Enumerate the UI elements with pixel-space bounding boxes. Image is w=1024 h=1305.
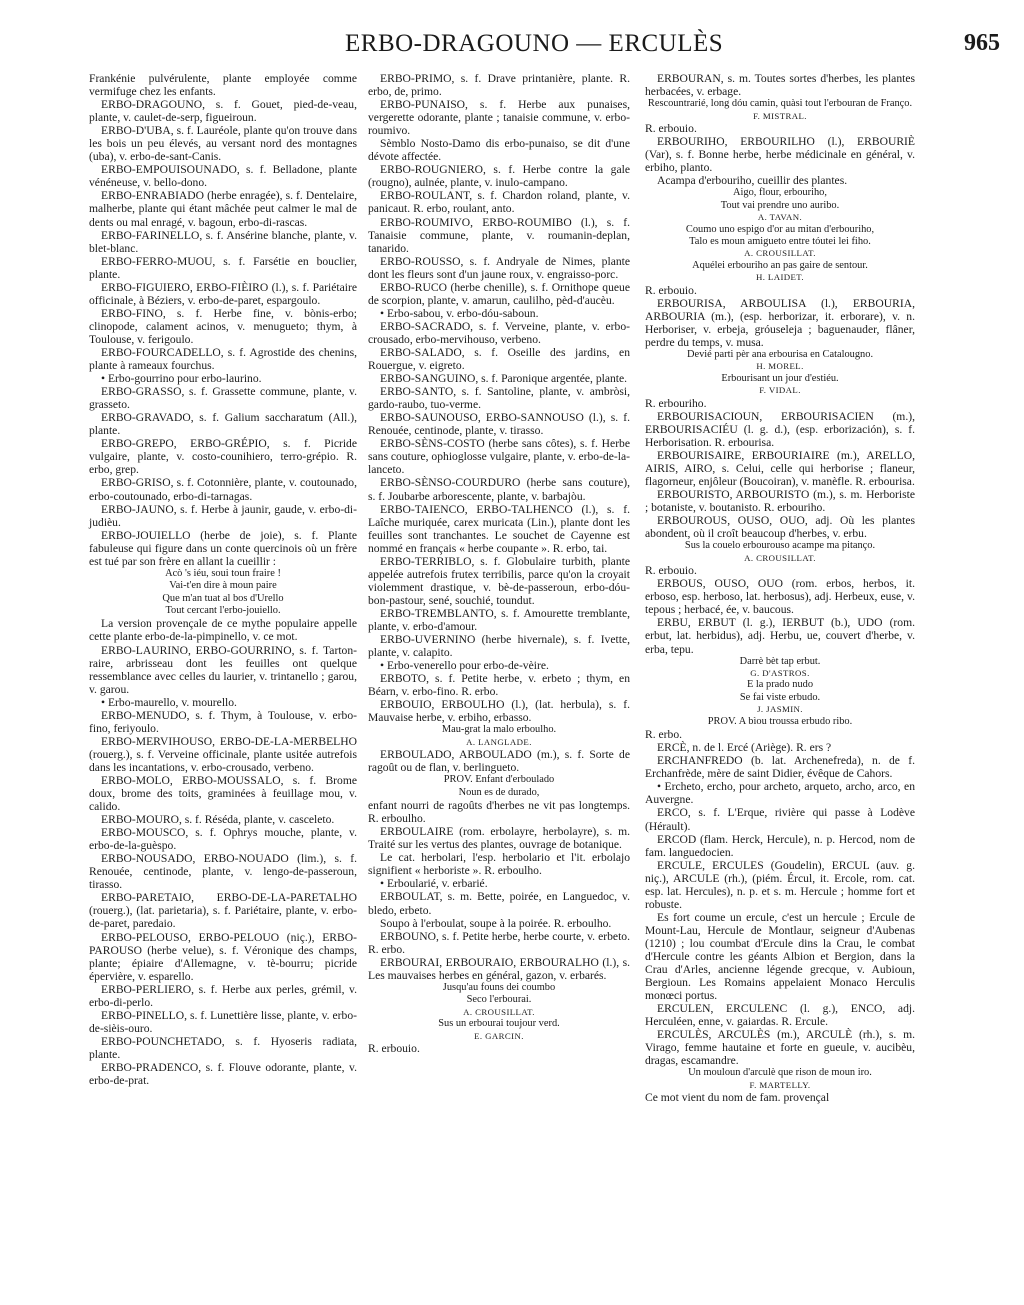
dictionary-entry: ERBO-LAURINO, ERBO-GOURRINO, s. f. Tarton-raire, arbrisseau dont les feuilles ont quelque ressemblance avec celles du laurier, v. trintanello ; garou, v. garou.: [89, 643, 357, 696]
quotation-attribution: A. CROUSILLAT.: [744, 552, 816, 563]
quotation-line: E la prado nudo: [746, 679, 814, 691]
quotation-line: Devié parti pèr ana erbourisa en Catalougno.: [686, 349, 874, 360]
dictionary-entry: ERBOUROUS, OUSO, OUO, adj. Où les plantes abondent, où il croît beaucoup d'herbes, v. erbu.: [645, 514, 915, 541]
column-left: [89, 72, 357, 1087]
dictionary-entry: Ce mot vient du nom de fam. provençal: [645, 1091, 830, 1105]
dictionary-entry: R. erbo.: [645, 728, 683, 742]
dictionary-entry: ERBO-PELOUSO, ERBO-PELOUO (niç.), ERBO-PAROUSO (herbe velue), s. f. Véronique des champs, plante; épiaire d'Allemagne, v. tè-bourru; picride épervière, v. esparello.: [89, 930, 357, 983]
quotation-line: Tout vai prendre uno auribo.: [720, 199, 840, 211]
quotation-attribution: F. MARTELLY.: [749, 1079, 811, 1090]
dictionary-entry: ERBO-FIGUIERO, ERBO-FIÈIRO (l.), s. f. Pariétaire officinale, à Béziers, v. erbo-de-paret, espargoulo.: [89, 280, 357, 307]
dictionary-entry: ERBO-JOUIELLO (herbe de joie), s. f. Plante fabuleuse qui figure dans un conte quercinois où un frère est tué par son frère en allant la cueillir :: [89, 528, 357, 568]
dictionary-entry: ERBO-D'UBA, s. f. Lauréole, plante qu'on trouve dans les bois un peu élevés, au versant nord des montagnes (uba), v. erbo-de-sant-Canis.: [89, 124, 357, 164]
dictionary-entry: ERBO-GREPO, ERBO-GRÉPIO, s. f. Picride vulgaire, plante, v. costo-counihiero, terro-grépio. R. erbo, grep.: [89, 437, 357, 477]
dictionary-entry: ERCULE, ERCULES (Goudelin), ERCUL (auv. g. niç.), ARCULE (rh.), (piém. Ércul, it. Ercole, rom. cat. esp. lat. Hercules), n. p. et s. m. Hercule ; homme fort et robuste.: [645, 858, 915, 911]
dictionary-entry: ERBOUIO, ERBOULHO (l.), (lat. herbula), s. f. Mauvaise herbe, v. erbiho, erbasso.: [368, 698, 630, 725]
quotation-line: Noun es de durado,: [458, 786, 540, 798]
quotation-line: Que m'an tuat al bos d'Urello: [162, 592, 284, 604]
quotation-line: PROV. Enfant d'erboulado: [443, 774, 555, 786]
dictionary-entry: ERBO-JAUNO, s. f. Herbe à jaunir, gaude, v. erbo-di-judièu.: [89, 502, 357, 529]
dictionary-entry: ERBO-SANGUINO, s. f. Paronique argentée, plante.: [380, 372, 628, 386]
dictionary-entry: ERBO-UVERNINO (herbe hivernale), s. f. Ivette, plante, v. calapito.: [368, 633, 630, 660]
dictionary-entry: ERBO-ROUMIVO, ERBO-ROUMIBO (l.), s. f. Tanaisie commune, plante, v. roumanin-deplan, tanarido.: [368, 215, 630, 255]
dictionary-entry: R. erbouio.: [368, 1042, 420, 1056]
dictionary-entry: ERBO-FOURCADELLO, s. f. Agrostide des chenins, plante à rameaux fourchus.: [89, 345, 357, 373]
dictionary-entry: ERBO-TREMBLANTO, s. f. Amourette tremblante, plante, v. erbo-d'amour.: [368, 606, 630, 633]
dictionary-entry: ERCULÈS, ARCULÈS (m.), ARCULÈ (rh.), s. m. Virago, femme hautaine et forte en gueule, v. aucibèu, dragas, escamandre.: [645, 1028, 915, 1068]
dictionary-entry: ERBO-FERRO-MUOU, s. f. Farsétie en bouclier, plante.: [89, 254, 357, 281]
dictionary-entry: • Erbo-venerello pour erbo-de-vèire.: [380, 659, 549, 673]
dictionary-entry: ERBO-PINELLO, s. f. Lunettière lisse, plante, v. erbo-de-sièis-ouro.: [89, 1008, 357, 1035]
quotation-line: Coumo uno espigo d'or au mitan d'erbouriho,: [685, 223, 875, 235]
dictionary-entry: ERBOURISACIOUN, ERBOURISACIEN (m.), ERBOURISACIÉU (l. g. d.), (esp. erborización), s. f. Herborisation. R. erbourisa.: [645, 409, 915, 449]
dictionary-entry: ERCULEN, ERCULENC (l. g.), ENCO, adj. Herculéen, enne, v. gaiardas. R. Ercule.: [645, 1002, 915, 1029]
dictionary-entry: Soupo à l'erboulat, soupe à la poirée. R. erboulho.: [380, 916, 612, 930]
quotation-line: Erbourisant un jour d'estiéu.: [721, 372, 839, 384]
dictionary-entry: Acampa d'erbouriho, cueillir des plantes.: [657, 174, 848, 188]
quotation-line: Tout cercant l'erbo-jouiello.: [165, 605, 281, 616]
quotation-line: Sus la couelo erbourouso acampe ma pitanço.: [684, 540, 876, 552]
dictionary-entry: ERBOURISAIRE, ERBOURIAIRE (m.), ARELLO, AIRIS, AIRO, s. Celui, celle qui herborise ; flaneur, flagorneur, enjôleur (Boucoiran), v. manèfle. R. erbourisa.: [645, 449, 915, 489]
dictionary-entry: ERBOURAN, s. m. Toutes sortes d'herbes, les plantes herbacées, v. erbage.: [645, 72, 915, 99]
quotation-attribution: A. TAVAN.: [757, 212, 803, 223]
dictionary-entry: ERBOURIHO, ERBOURILHO (l.), ERBOURIÈ (Var), s. f. Bonne herbe, herbe médicinale en général, v. erbiho, planto.: [645, 135, 915, 175]
dictionary-entry: ERBO-MOLO, ERBO-MOUSSALO, s. f. Brome doux, brome des toits, graminées à feuillage mou, v. calido.: [89, 773, 357, 814]
dictionary-entry: ERBO-GRASSO, s. f. Grassette commune, plante, v. grasseto.: [89, 385, 357, 412]
quotation-line: Vai-t'en dire à moun paire: [169, 580, 277, 592]
dictionary-entry: Sèmblo Nosto-Damo dis erbo-punaiso, se dit d'une dévote affectée.: [368, 137, 630, 164]
dictionary-entry: ERBOURAI, ERBOURAIO, ERBOURALHO (l.), s. Les mauvaises herbes en général, gazon, v. erbarés.: [368, 955, 630, 982]
quotation-line: PROV. A bìou troussa erbudo ribo.: [707, 715, 853, 727]
dictionary-entry: ERBO-ENRABIADO (herbe enragée), s. f. Dentelaire, malherbe, plante qui étant mâchée peut calmer le mal de dents ou mal enragé, v. bagoun, erbo-di-rascas.: [89, 189, 357, 229]
dictionary-entry: ERBO-SALADO, s. f. Oseille des jardins, en Rouergue, v. eigreto.: [368, 345, 630, 373]
dictionary-entry: La version provençale de ce mythe populaire appelle cette plante erbo-de-la-pimpinello, v. ce mot.: [89, 617, 357, 644]
quotation-line: Rescountrarié, long dóu camin, quàsi tout l'erbouran de Franço.: [647, 98, 913, 110]
dictionary-entry: Frankénie pulvérulente, plante employée comme vermifuge chez les enfants.: [89, 72, 357, 99]
dictionary-entry: ERBO-SACRADO, s. f. Verveine, plante, v. erbo-crousado, erbo-mervihouso, verbeno.: [368, 319, 630, 346]
dictionary-entry: ERBO-FINO, s. f. Herbe fine, v. bònis-erbo; clinopode, calament acinos, v. menugueto; thym, à Toulouse, v. ferigoulo.: [89, 306, 357, 346]
dictionary-entry: Le cat. herbolari, l'esp. herbolario et l'it. erbolajo signifient « herboriste ». R. erboulho.: [368, 851, 630, 878]
dictionary-entry: ERBO-PUNAISO, s. f. Herbe aux punaises, vergerette odorante, plante ; tanaisie commune, v. erbo-roumivo.: [368, 98, 630, 138]
quotation-line: Mau-grat la malo erboulho.: [441, 724, 557, 736]
dictionary-entry: ERBO-GRISO, s. f. Cotonnière, plante, v. coutounado, erbo-coutounado, erbo-di-tarnagas.: [89, 476, 357, 503]
dictionary-entry: ERBO-ROUGNIERO, s. f. Herbe contre la gale (rougno), aulnée, plante, v. inulo-campano.: [368, 163, 630, 190]
dictionary-entry: ERBOULAIRE (rom. erbolayre, herbolayre), s. m. Traité sur les vertus des plantes, ouvrage de botanique.: [368, 825, 630, 852]
dictionary-entry: ERBO-PERLIERO, s. f. Herbe aux perles, grémil, v. erbo-di-perlo.: [89, 982, 357, 1009]
dictionary-entry: Es fort coume un ercule, c'est un hercule ; Ercule de Mount-Lau, Hercule de Montlaur, seigneur d'Aubenas (1210) ; lou coumbat d'Ercule dins la Crau, le combat d'Hercule contre les géants Albion et Bergion, dans la Crau d'Arles, ancienne légende grecque, v. Aubioun, Bergioun. Les Romains appelaient Monaco Herculis monœci portus.: [645, 910, 915, 1003]
dictionary-entry: ERBO-SÈNS-COSTO (herbe sans côtes), s. f. Herbe sans couture, ophioglosse vulgaire, plante, v. erbo-de-la-lanceto.: [368, 437, 630, 477]
dictionary-entry: ERCOD (flam. Herck, Hercule), n. p. Hercod, nom de fam. languedocien.: [645, 832, 915, 859]
dictionary-entry: ERBOURISTO, ARBOURISTO (m.), s. m. Herboriste ; botaniste, v. boutanisto. R. erbouriho.: [645, 488, 915, 515]
dictionary-entry: ERBOURISA, ARBOULISA (l.), ERBOURIA, ARBOURIA (m.), (esp. herborizar, it. erborare), v. n. Herboriser, v. erbeja, gróuseleja ; baguenauder, flâner, perdre du temps, v. musa.: [645, 296, 915, 349]
dictionary-entry: ERBO-MENUDO, s. f. Thym, à Toulouse, v. erbo-fino, feriyoulo.: [89, 708, 357, 735]
dictionary-entry: ERBO-NOUSADO, ERBO-NOUADO (lim.), s. f. Renouée, centinode, plante, v. lengo-de-passeroun, tirasso.: [89, 852, 357, 892]
dictionary-entry: • Erbo-sabou, v. erbo-dóu-saboun.: [380, 306, 539, 320]
quotation-attribution: J. JASMIN.: [757, 704, 803, 715]
dictionary-entry: R. erbouio.: [645, 283, 697, 297]
running-title: ERBO-DRAGOUNO — ERCULÈS: [345, 30, 724, 57]
quotation-line: Aquélei erbouriho an pas gaire de sentour.: [692, 259, 868, 271]
dictionary-entry: ERBO-RUCO (herbe chenille), s. f. Ornithope queue de scorpion, plante, v. amarun, caulilho, pèd-d'aucèu.: [368, 280, 630, 307]
dictionary-entry: ERBO-DRAGOUNO, s. f. Gouet, pied-de-veau, plante, v. caulet-de-serp, figueiroun.: [89, 98, 357, 125]
dictionary-entry: ERBOULAT, s. m. Bette, poirée, en Languedoc, v. bledo, erbeto.: [368, 890, 630, 917]
page-number: 965: [964, 30, 1000, 56]
quotation-attribution: H. LAIDET.: [755, 272, 805, 283]
dictionary-entry: ERBOUS, OUSO, OUO (rom. erbos, herbos, it. erboso, esp. herboso, lat. herbosus), adj. Herbeux, euse, v. tepous ; herbacé, ée, v. baucous.: [645, 577, 915, 617]
dictionary-entry: ERBO-EMPOUISOUNADO, s. f. Belladone, plante vénéneuse, v. bello-dono.: [89, 163, 357, 190]
quotation-attribution: F. VIDAL.: [759, 385, 801, 396]
quotation-line: Se fai viste erbudo.: [739, 691, 821, 703]
dictionary-entry: ERBO-ROUSSO, s. f. Andryale de Nimes, plante dont les fleurs sont d'un jaune roux, v. engraisso-porc.: [368, 254, 630, 281]
quotation-line: Aigo, flour, erbouriho,: [733, 187, 827, 199]
dictionary-entry: ERBOTO, s. f. Petite herbe, v. erbeto ; thym, en Béarn, v. erbo-fino. R. erbo.: [368, 672, 630, 699]
dictionary-entry: ERBO-MOURO, s. f. Réséda, plante, v. casceleto.: [101, 813, 335, 827]
dictionary-entry: ERBU, ERBUT (l. g.), IERBUT (b.), UDO (rom. erbut, lat. herbidus), adj. Herbu, ue, couvert d'herbe, v. erba, tepu.: [645, 616, 915, 656]
quotation-line: Un mouloun d'arculè que rison de moun iro.: [688, 1067, 872, 1079]
dictionary-entry: R. erbouriho.: [645, 396, 707, 410]
dictionary-entry: ERBO-SANTO, s. f. Santoline, plante, v. ambròsi, gardo-raubo, tuo-verme.: [368, 385, 630, 412]
quotation-line: Darrè bèt tap erbut.: [739, 655, 821, 667]
dictionary-entry: ERCHANFREDO (b. lat. Archenefreda), n. de f. Erchanfrède, mère de saint Didier, évêque de Cahors.: [645, 754, 915, 781]
dictionary-entry: ERBO-POUNCHETADO, s. f. Hyoseris radiata, plante.: [89, 1034, 357, 1061]
quotation-line: Talo es moun amigueto entre tóutei lei fiho.: [689, 235, 871, 247]
dictionary-entry: ERBO-SAUNOUSO, ERBO-SANNOUSO (l.), s. f. Renouée, centinode, plante, v. tirasso.: [368, 411, 630, 438]
dictionary-entry: ERCÈ, n. de l. Ercé (Ariège). R. ers ?: [657, 741, 832, 755]
dictionary-entry: enfant nourri de ragoûts d'herbes ne vit pas longtemps. R. erboulho.: [368, 799, 630, 826]
quotation-attribution: A. CROUSILLAT.: [463, 1006, 535, 1017]
quotation-attribution: G. D'ASTROS.: [750, 667, 810, 678]
dictionary-entry: ERBO-MERVIHOUSO, ERBO-DE-LA-MERBELHO (rouerg.), s. f. Verveine officinale, plante usitée autrefois dans les incantations, v. erbo-crousado, verbeno.: [89, 734, 357, 774]
dictionary-entry: • Erbo-maurello, v. mourello.: [101, 695, 237, 709]
quotation-line: Seco l'erbourai.: [466, 994, 532, 1006]
quotation-attribution: F. MISTRAL.: [753, 110, 807, 121]
quotation-attribution: H. MOREL.: [756, 361, 804, 372]
dictionary-entry: R. erbouio.: [645, 564, 697, 578]
dictionary-entry: • Erboularié, v. erbarié.: [380, 877, 488, 891]
dictionary-entry: ERBO-MOUSCO, s. f. Ophrys mouche, plante, v. erbo-de-la-guèspo.: [89, 826, 357, 853]
quotation-attribution: A. CROUSILLAT.: [744, 248, 816, 259]
dictionary-entry: ERBOUNO, s. f. Petite herbe, herbe courte, v. erbeto. R. erbo.: [368, 929, 630, 956]
quotation-line: Sus un erbourai toujour verd.: [438, 1018, 560, 1030]
quotation-line: Acò 's iéu, soui toun fraire !: [165, 567, 281, 579]
quotation-attribution: E. GARCIN.: [474, 1030, 524, 1041]
dictionary-entry: ERBO-PARETAIO, ERBO-DE-LA-PARETALHO (rouerg.), (lat. parietaria), s. f. Pariétaire, plante, v. erbo-de-paret, paredaio.: [89, 891, 357, 931]
page-header: [80, 30, 1000, 64]
quotation-attribution: A. LANGLADE.: [466, 736, 532, 747]
column-middle: [368, 72, 630, 1055]
dictionary-entry: ERCO, s. f. L'Erque, rivière qui passe à Lodève (Hérault).: [645, 806, 915, 833]
dictionary-entry: ERBO-TERRIBLO, s. f. Globulaire turbith, plante appelée autrefois frutex terribilis, parce qu'on la croyait violemment drastique, v. bè-de-passeroun, erbo-dóu-bon-pastour, sené, souchié, toundut.: [368, 554, 630, 607]
dictionary-entry: R. erbouio.: [645, 122, 697, 135]
dictionary-entry: ERBO-TAIENCO, ERBO-TALHENCO (l.), s. f. Laîche muriquée, carex muricata (Lin.), plante dont les feuilles sont tranchantes. Le souchet de Cayenne est nommé en français « herbe coupante ». R. erbo, tai.: [368, 502, 630, 555]
dictionary-entry: ERBO-FARINELLO, s. f. Ansérine blanche, plante, v. blet-blanc.: [89, 228, 357, 255]
dictionary-entry: • Ercheto, ercho, pour archeto, arqueto, archo, arco, en Auvergne.: [645, 780, 915, 807]
dictionary-entry: ERBO-ROULANT, s. f. Chardon roland, plante, v. panicaut. R. erbo, roulant, anto.: [368, 189, 630, 216]
dictionary-entry: ERBO-PRADENCO, s. f. Flouve odorante, plante, v. erbo-de-prat.: [89, 1061, 357, 1088]
dictionary-entry: ERBO-PRIMO, s. f. Drave printanière, plante. R. erbo, de, primo.: [368, 72, 630, 99]
dictionary-entry: ERBOULADO, ARBOULADO (m.), s. f. Sorte de ragoût ou de flan, v. berlingueto.: [368, 748, 630, 775]
column-right: [645, 72, 915, 1104]
dictionary-entry: ERBO-GRAVADO, s. f. Galium saccharatum (All.), plante.: [89, 411, 357, 438]
quotation-line: Jusqu'au founs dei coumbo: [442, 981, 556, 993]
dictionary-entry: ERBO-SÈNSO-COURDURO (herbe sans couture), s. f. Joubarbe arborescente, plante, v. barbajòu.: [368, 476, 630, 503]
dictionary-entry: • Erbo-gourrino pour erbo-laurino.: [101, 372, 262, 386]
